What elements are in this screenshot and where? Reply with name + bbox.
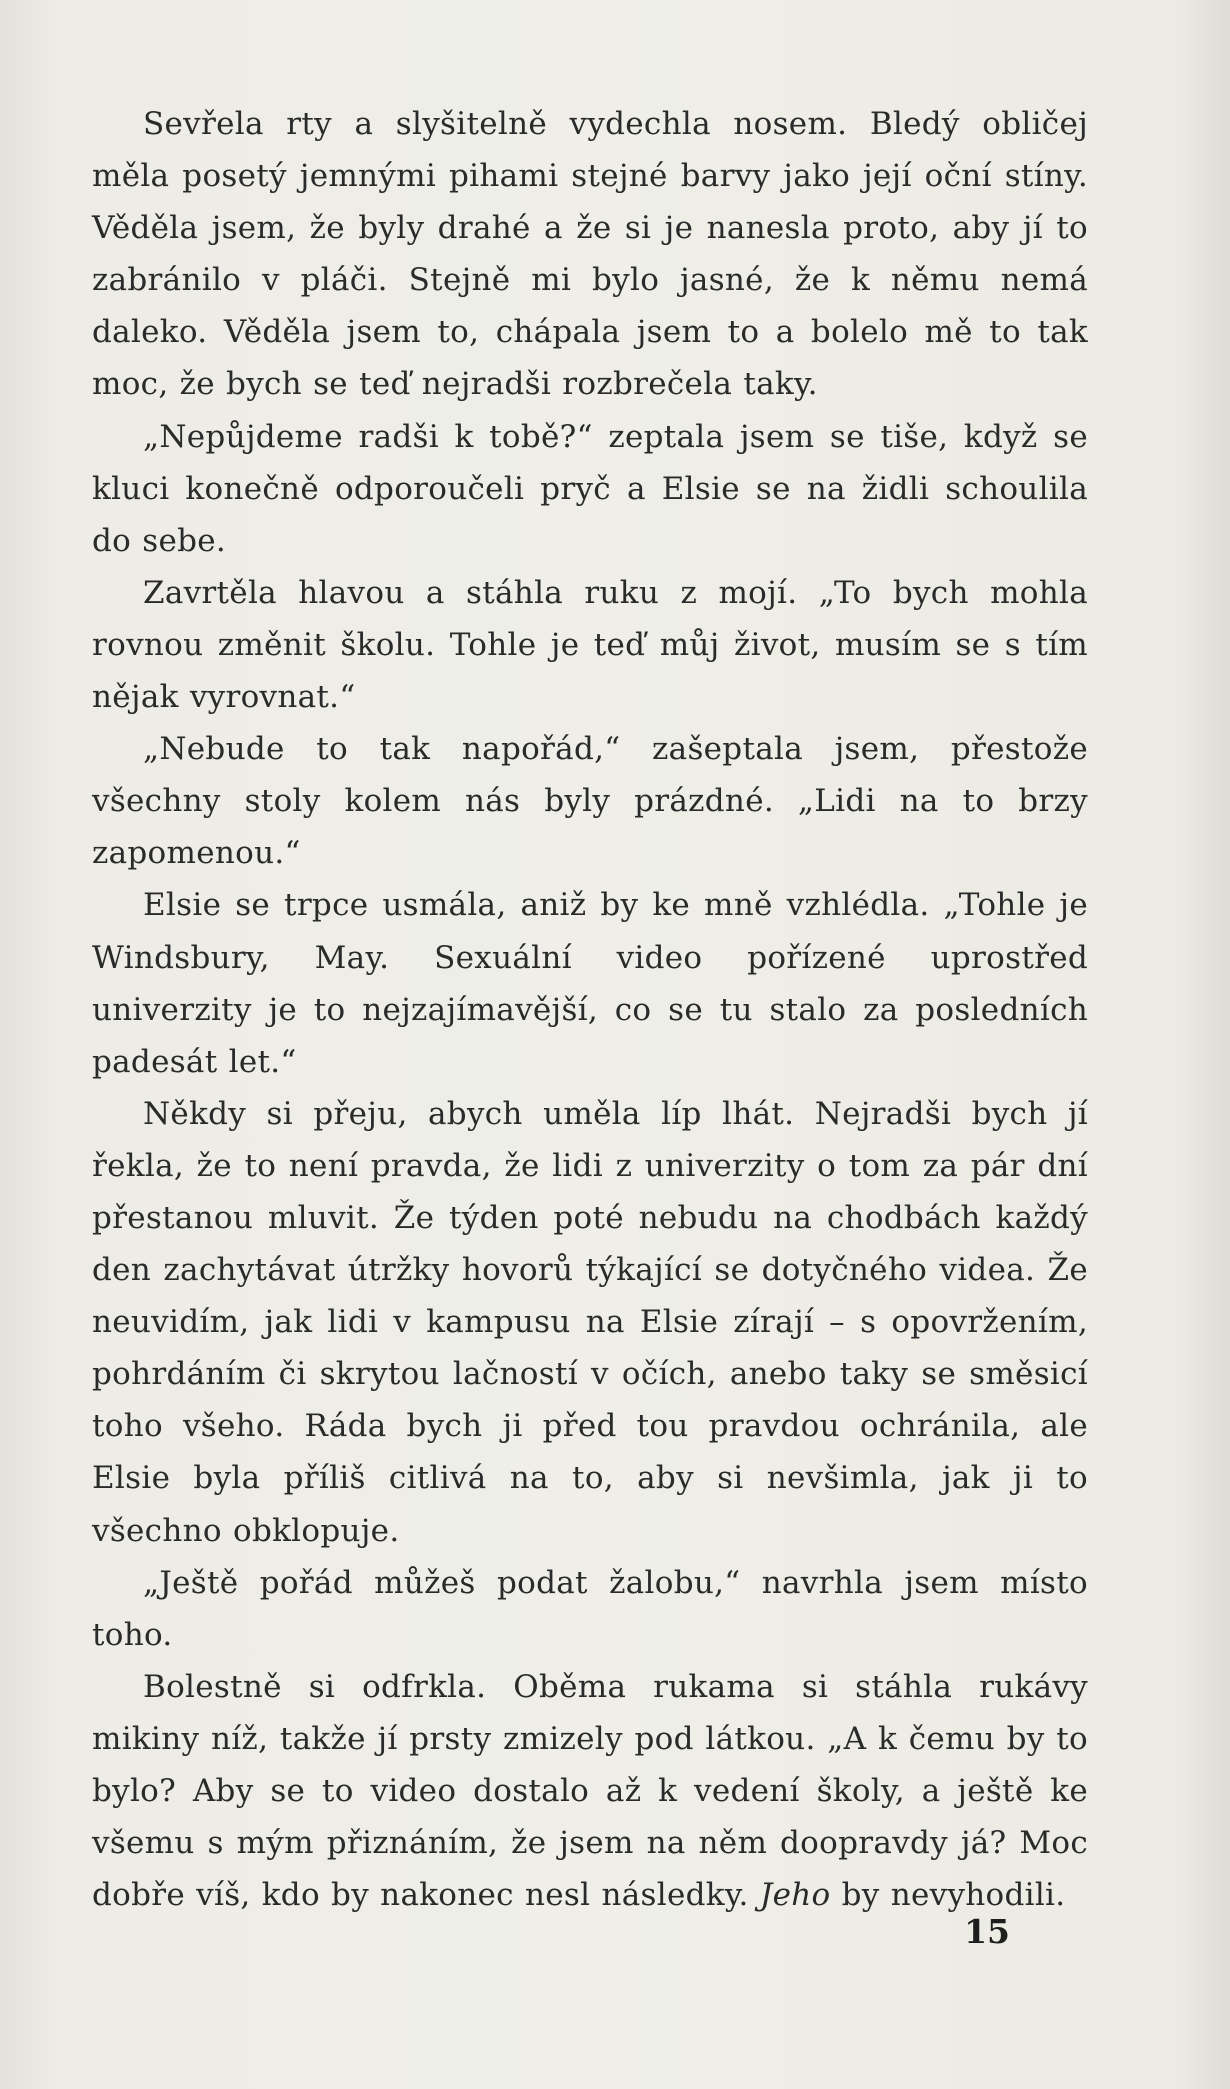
- page-number: 15: [964, 1912, 1010, 1951]
- paragraph-last-text: Bolestně si odfrkla. Oběma rukama si stáhla rukávy mikiny níž, takže jí prsty zmizely pod látkou. „A k čemu by to bylo? Aby se to video dostalo až k vedení školy, a ještě ke všemu s mým přiznáním, že jsem na něm doopravdy já? Moc dobře víš, kdo by nakonec nesl následky.: [92, 1668, 1088, 1914]
- paragraph: Zavrtěla hlavou a stáhla ruku z mojí. „To bych mohla rovnou změnit školu. Tohle je teď můj život, musím se s tím nějak vyrovnat.“: [92, 574, 1088, 716]
- paragraph: Sevřela rty a slyšitelně vydechla nosem. Bledý obličej měla posetý jemnými pihami stejné barvy jako její oční stíny. Věděla jsem, že byly drahé a že si je nanesla proto, aby jí to zabránilo v pláči. Stejně mi bylo jasné, že k němu nemá daleko. Věděla jsem to, chápala jsem to a bolelo mě to tak moc, že bych se teď nejradši rozbrečela taky.: [92, 106, 1088, 403]
- paragraph: Elsie se trpce usmála, aniž by ke mně vzhlédla. „Tohle je Windsbury, May. Sexuální video pořízené uprostřed univerzity je to nejzajímavější, co se tu stalo za posledních padesát let.“: [92, 887, 1088, 1080]
- paragraph-last: [92, 1661, 1088, 1921]
- paragraph-last-end: by nevyhodili.: [830, 1877, 1066, 1914]
- paragraph: „Ještě pořád můžeš podat žalobu,“ navrhla jsem místo toho.: [92, 1564, 1088, 1653]
- emphasized-word: Jeho: [759, 1877, 831, 1914]
- paragraph: „Nebude to tak napořád,“ zašeptala jsem, přestože všechny stoly kolem nás byly prázdné. „Lidi na to brzy zapomenou.“: [92, 731, 1088, 872]
- paragraph: „Nepůjdeme radši k tobě?“ zeptala jsem se tiše, když se kluci konečně odporoučeli pryč a Elsie se na židli schoulila do sebe.: [92, 418, 1088, 559]
- book-page-text: [92, 98, 1088, 1921]
- paragraph: Někdy si přeju, abych uměla líp lhát. Nejradši bych jí řekla, že to není pravda, že lidi z univerzity o tom za pár dní přestanou mluvit. Že týden poté nebudu na chodbách každý den zachytávat útržky hovorů týkající se dotyčného videa. Že neuvidím, jak lidi v kampusu na Elsie zírají – s opovržením, pohrdáním či skrytou lačností v očích, anebo taky se směsicí toho všeho. Ráda bych ji před tou pravdou ochránila, ale Elsie byla příliš citlivá na to, aby si nevšimla, jak ji to všechno obklopuje.: [92, 1095, 1088, 1549]
